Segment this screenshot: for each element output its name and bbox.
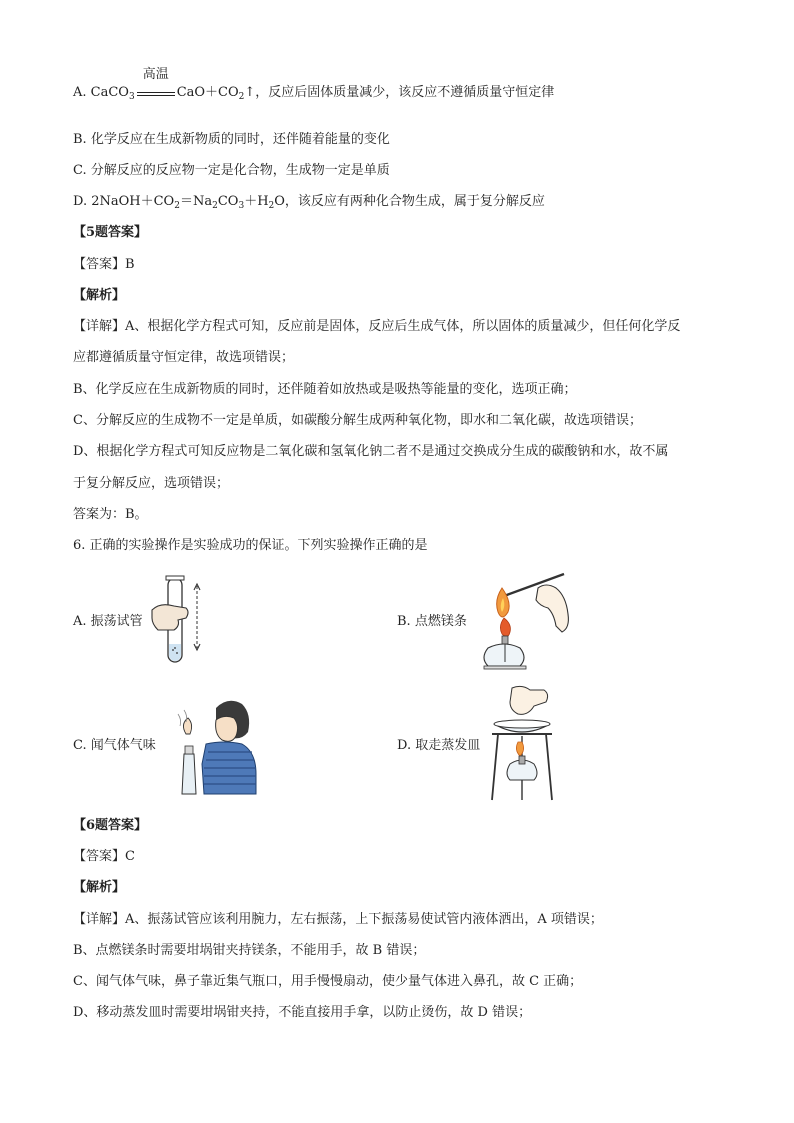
q5-option-a-prefix: A. CaCO	[73, 85, 129, 100]
q5-d-sub1: 2	[174, 201, 180, 211]
q6-stem: 6. 正确的实验操作是实验成功的保证。下列实验操作正确的是	[73, 538, 428, 553]
q5-d-sub4: 2	[268, 201, 275, 211]
q5-option-b: B. 化学反应在生成新物质的同时，还伴随着能量的变化	[73, 132, 390, 147]
q5-option-d	[73, 193, 545, 211]
q5-d-part2: ＝Na	[179, 194, 213, 209]
q5-d-part1: D. 2NaOH＋CO	[73, 194, 175, 209]
q5-conclusion: 答案为：B。	[73, 507, 148, 522]
evaporating-dish-figure	[488, 684, 556, 802]
q6-detail-d: D、移动蒸发皿时需要坩埚钳夹持，不能直接用手拿，以防止烫伤，故 D 错误；	[73, 1005, 532, 1020]
q5-d-part5: O，该反应有两种化合物生成，属于复分解反应	[274, 194, 545, 209]
equation-equals-icon	[137, 92, 175, 96]
q5-option-c: C. 分解反应的反应物一定是化合物，生成物一定是单质	[73, 163, 390, 178]
q5-option-a-mid: CaO＋CO	[176, 85, 239, 100]
shaking-test-tube-figure	[150, 574, 210, 669]
q6-answer: 【答案】C	[73, 849, 135, 864]
q5-option-a-sub2: 2	[238, 92, 245, 102]
q5-d-part4: ＋H	[244, 194, 269, 209]
q6-detail-c: C、闻气体气味，鼻子靠近集气瓶口，用手慢慢扇动，使少量气体进入鼻孔，故 C 正确；	[73, 974, 583, 989]
q6-option-a: A. 振荡试管	[73, 614, 143, 629]
q5-d-sub3: 3	[238, 201, 245, 211]
q5-detail-d-line-1: D、根据化学方程式可知反应物是二氧化碳和氢氧化钠二者不是通过交换成分生成的碳酸钠和水，故不属	[73, 444, 669, 459]
q5-detail-c: C、分解反应的生成物不一定是单质，如碳酸分解生成两种氧化物，即水和二氧化碳，故选项错误；	[73, 413, 642, 428]
q6-option-b: B. 点燃镁条	[397, 614, 467, 629]
q5-option-a	[73, 67, 555, 102]
q5-analysis-header: 【解析】	[73, 288, 126, 303]
q6-option-d: D. 取走蒸发皿	[397, 738, 481, 753]
q6-answer-header: 【6题答案】	[73, 818, 148, 833]
q6-detail-a: 【详解】A、振荡试管应该利用腕力，左右振荡，上下振荡易使试管内液体洒出，A 项错误；	[73, 912, 603, 927]
q5-option-a-suffix: ↑，反应后固体质量减少，该反应不遵循质量守恒定律	[244, 85, 555, 100]
q5-answer-header: 【5题答案】	[73, 225, 148, 240]
q5-detail-b: B、化学反应在生成新物质的同时，还伴随着如放热或是吸热等能量的变化，选项正确；	[73, 382, 577, 397]
q5-detail-line-1: 【详解】A、根据化学方程式可知，反应前是固体，反应后生成气体，所以固体的质量减少，但任何化学反	[73, 319, 681, 334]
smelling-gas-figure	[176, 694, 266, 796]
q6-option-c: C. 闻气体气味	[73, 738, 156, 753]
q5-option-a-sub1: 3	[128, 92, 135, 102]
reaction-arrow	[135, 67, 177, 102]
burning-magnesium-figure	[474, 566, 574, 674]
q5-d-sub2: 2	[212, 201, 218, 211]
q6-analysis-header: 【解析】	[73, 880, 126, 895]
q5-detail-line-2: 应都遵循质量守恒定律，故选项错误；	[73, 350, 295, 365]
q6-detail-b: B、点燃镁条时需要坩埚钳夹持镁条，不能用手，故 B 错误；	[73, 943, 426, 958]
q5-d-part3: CO	[217, 194, 239, 209]
q5-answer: 【答案】B	[73, 257, 135, 272]
q5-detail-d-line-2: 于复分解反应，选项错误；	[73, 476, 230, 491]
reaction-condition: 高温	[142, 67, 169, 82]
